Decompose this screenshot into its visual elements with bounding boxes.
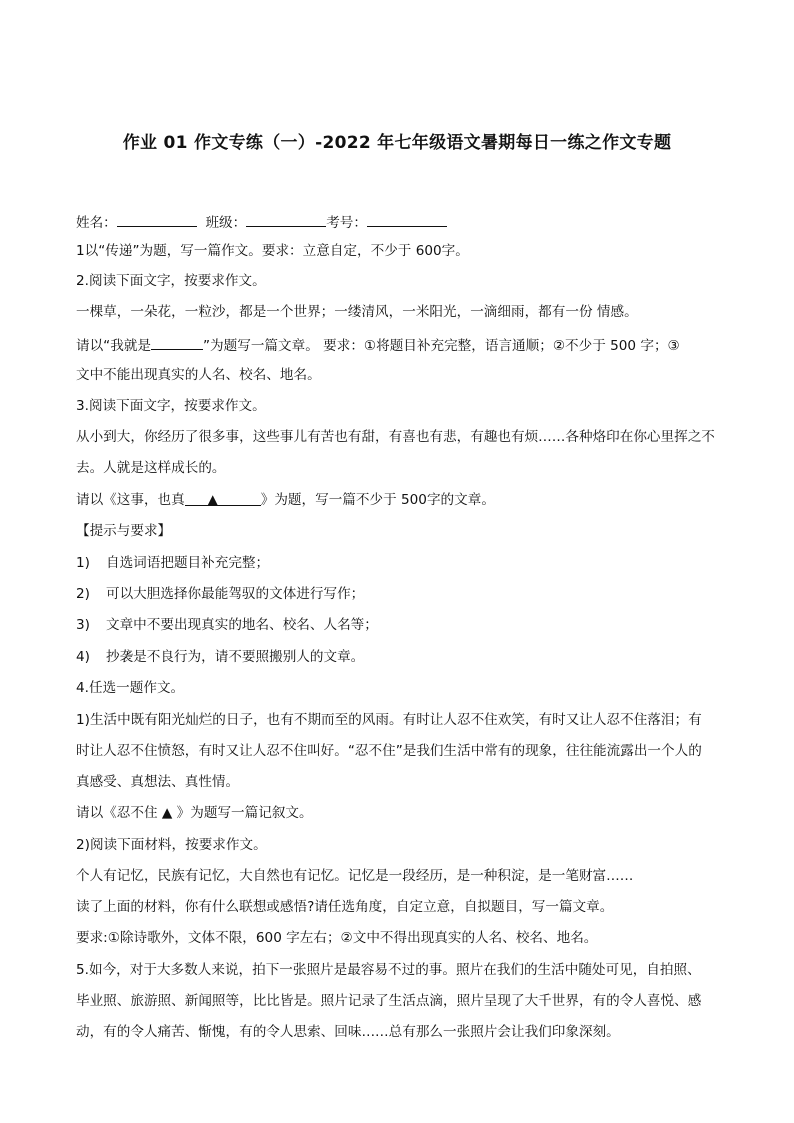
question-2-para: 一棵草，一朵花，一粒沙，都是一个世界；一缕清风，一米阳光，一滴细雨，都有一份 情感。	[76, 304, 638, 320]
tip-text: 抄袭是不良行为，请不要照搬别人的文章。	[106, 649, 365, 665]
question-5-line2: 毕业照、旅游照、新闻照等，比比皆是。照片记录了生活点滴，照片呈现了大千世界，有的令人喜悦、感	[76, 993, 702, 1009]
question-2-req-rest: ”为题写一篇文章。 要求：①将题目补充完整，语言通顺；②不少于 500 字；③	[203, 338, 680, 354]
question-3-para-line1: 从小到大，你经历了很多事，这些事儿有苦也有甜，有喜也有悲，有趣也有烦……各种烙印在你心里挥之不	[76, 429, 715, 445]
question-3-para-line2: 去。人就是这样成长的。	[76, 460, 226, 476]
class-label: 班级：	[205, 215, 247, 231]
tip-item	[76, 648, 720, 666]
exam-no-label: 考号：	[326, 215, 367, 231]
tips-heading: 【提示与要求】	[76, 523, 172, 539]
question-2-req-start: 请以“我就是	[76, 338, 152, 354]
question-4-option2-task: 读了上面的材料，你有什么联想或感悟?请任选角度，自定立意，自拟题目，写一篇文章。	[76, 899, 614, 915]
question-4-option2-head: 2)阅读下面材料，按要求作文。	[76, 837, 267, 853]
question-5-line3: 动，有的令人痛苦、惭愧，有的令人思索、回味……总有那么一张照片会让我们印象深刻。	[76, 1024, 620, 1040]
question-3-requirement	[76, 491, 720, 509]
page-title: 作业 01 作文专练（一）-2022 年七年级语文暑期每日一练之作文专题	[122, 133, 672, 153]
tip-number: 1)	[76, 555, 90, 571]
question-4-option1-requirement: 请以《忍不住 ▲ 》为题写一篇记叙文。	[76, 805, 313, 821]
tip-text: 可以大胆选择你最能驾驭的文体进行写作；	[106, 586, 365, 602]
triangle-icon: ▲	[207, 492, 218, 508]
question-5-line1: 5.如今，对于大多数人来说，拍下一张照片是最容易不过的事。照片在我们的生活中随处可见，自拍照、	[76, 962, 701, 978]
question-4-option1-line2: 时让人忍不住愤怒，有时又让人忍不住叫好。“忍不住”是我们生活中常有的现象，往往能流露出一个人的	[76, 743, 702, 759]
question-2-requirement	[76, 335, 720, 355]
question-3-req-end: 》为题，写一篇不少于 500字的文章。	[260, 492, 495, 508]
tip-number: 4)	[76, 649, 90, 665]
question-2-req-line2: 文中不能出现真实的人名、校名、地名。	[76, 367, 321, 383]
title-blank[interactable]	[151, 335, 203, 350]
tip-item	[76, 585, 720, 603]
tip-item	[76, 554, 720, 572]
tip-text: 文章中不要出现真实的地名、校名、人名等；	[106, 617, 378, 633]
tip-item	[76, 616, 720, 634]
question-4-option2-requirement: 要求:①除诗歌外，文体不限，600 字左右；②文中不得出现真实的人名、校名、地名。	[76, 930, 598, 946]
question-4-option1-line3: 真感受、真想法、真性情。	[76, 774, 240, 790]
question-3-head: 3.阅读下面文字，按要求作文。	[76, 398, 266, 414]
name-label: 姓名：	[76, 215, 117, 231]
question-1: 1以“传递”为题，写一篇作文。要求：立意自定，不少于 600字。	[76, 243, 469, 259]
question-4-option1-line1: 1)生活中既有阳光灿烂的日子，也有不期而至的风雨。有时让人忍不住欢笑，有时又让人忍不住落泪；有	[76, 712, 702, 728]
question-2-head: 2.阅读下面文字，按要求作文。	[76, 273, 266, 289]
exam-no-blank[interactable]	[367, 212, 447, 227]
tip-text: 自选词语把题目补充完整；	[106, 555, 270, 571]
question-3-req-start: 请以《这事，也真	[76, 492, 185, 508]
title-blank-triangle[interactable]	[185, 491, 261, 506]
question-4-head: 4.任选一题作文。	[76, 680, 185, 696]
tip-number: 3)	[76, 617, 90, 633]
tip-number: 2)	[76, 586, 90, 602]
question-4-option2-material: 个人有记忆，民族有记忆，大自然也有记忆。记忆是一段经历，是一种积淀，是一笔财富……	[76, 868, 634, 884]
student-info-row	[76, 212, 720, 232]
name-blank[interactable]	[117, 212, 197, 227]
class-blank[interactable]	[246, 212, 326, 227]
